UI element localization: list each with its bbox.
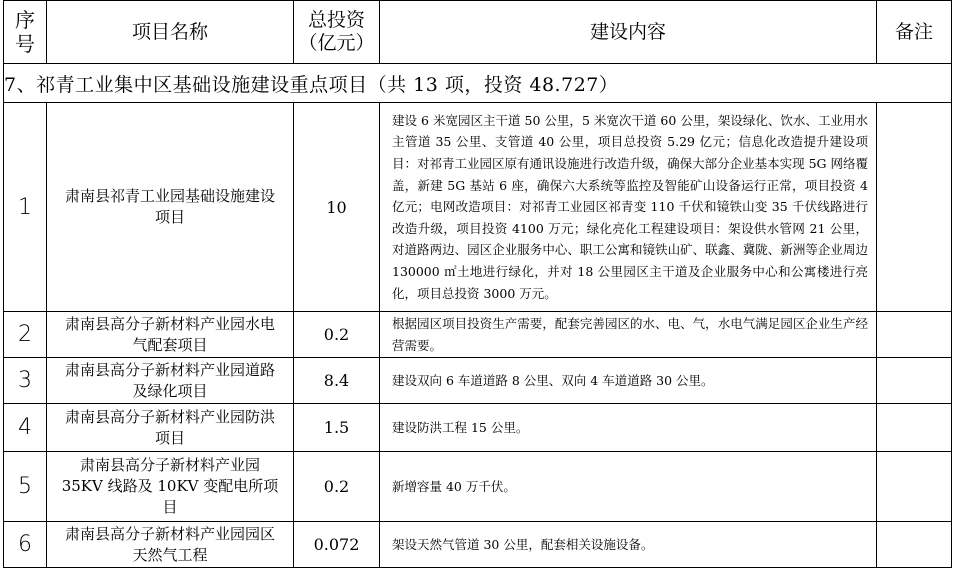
- table-row: [4, 312, 952, 358]
- section-title: 7、祁青工业集中区基础设施建设重点项目（共 13 项，投资 48.727）: [4, 64, 952, 103]
- row-note: [877, 103, 952, 312]
- row-project-name: 肃南县高分子新材料产业园35KV 线路及 10KV 变配电所项目: [47, 452, 294, 522]
- row-content: 新增容量 40 万千伏。: [380, 452, 877, 522]
- header-note: 备注: [877, 1, 952, 64]
- section-row: [4, 64, 952, 103]
- row-no: 2: [4, 312, 47, 358]
- row-no: 3: [4, 358, 47, 404]
- table-row: [4, 404, 952, 452]
- row-note: [877, 404, 952, 452]
- table-row: [4, 103, 952, 312]
- row-project-name: 肃南县高分子新材料产业园园区天然气工程: [47, 522, 294, 568]
- header-name: 项目名称: [47, 1, 294, 64]
- row-content: 架设天然气管道 30 公里，配套相关设施设备。: [380, 522, 877, 568]
- row-project-name: 肃南县高分子新材料产业园道路及绿化项目: [47, 358, 294, 404]
- header-investment-line1: 总投资: [307, 9, 365, 31]
- table-row: [4, 358, 952, 404]
- row-investment: 8.4: [294, 358, 380, 404]
- row-no: 4: [4, 404, 47, 452]
- row-investment: 1.5: [294, 404, 380, 452]
- row-investment: 10: [294, 103, 380, 312]
- header-investment: [294, 1, 380, 64]
- header-investment-line2: （亿元）: [298, 32, 375, 54]
- row-note: [877, 452, 952, 522]
- table-row: [4, 452, 952, 522]
- row-content: 建设防洪工程 15 公里。: [380, 404, 877, 452]
- row-note: [877, 358, 952, 404]
- header-no: 序号: [4, 1, 47, 64]
- row-project-name: 肃南县高分子新材料产业园水电气配套项目: [47, 312, 294, 358]
- header-row: [4, 1, 952, 64]
- row-investment: 0.072: [294, 522, 380, 568]
- row-content: 根据园区项目投资生产需要，配套完善园区的水、电、气，水电气满足园区企业生产经营需要。: [380, 312, 877, 358]
- row-content: 建设 6 米宽园区主干道 50 公里，5 米宽次干道 60 公里，架设绿化、饮水、工业用水主管道 35 公里、支管道 40 公里，项目总投资 5.29 亿元；信息化改造提升建设项目：对祁青工业园区原有通讯设施进行改造升级，确保大部分企业基本实现 5G 网络覆盖，新建 5G 基站 6 座，确保六大系统等监控及智能矿山设备运行正常，项目投资 4 亿元；电网改造项目：对祁青工业园区祁青变 110 千伏和镜铁山变 35 千伏线路进行改造升级，项目投资 4100 万元；绿化亮化工程建设项目：架设供水管网 21 公里，对道路两边、园区企业服务中心、职工公寓和镜铁山矿、联鑫、冀陇、新洲等企业周边 130000 ㎡土地进行绿化，并对 18 公里园区主干道及企业服务中心和公寓楼进行亮化，项目总投资 3000 万元。: [380, 103, 877, 312]
- row-no: 6: [4, 522, 47, 568]
- header-content: 建设内容: [380, 1, 877, 64]
- row-content: 建设双向 6 车道道路 8 公里、双向 4 车道道路 30 公里。: [380, 358, 877, 404]
- row-no: 1: [4, 103, 47, 312]
- row-project-name: 肃南县祁青工业园基础设施建设项目: [47, 103, 294, 312]
- row-project-name: 肃南县高分子新材料产业园防洪项目: [47, 404, 294, 452]
- row-note: [877, 522, 952, 568]
- row-investment: 0.2: [294, 452, 380, 522]
- row-note: [877, 312, 952, 358]
- table-row: [4, 522, 952, 568]
- row-no: 5: [4, 452, 47, 522]
- row-investment: 0.2: [294, 312, 380, 358]
- project-table: [3, 0, 952, 568]
